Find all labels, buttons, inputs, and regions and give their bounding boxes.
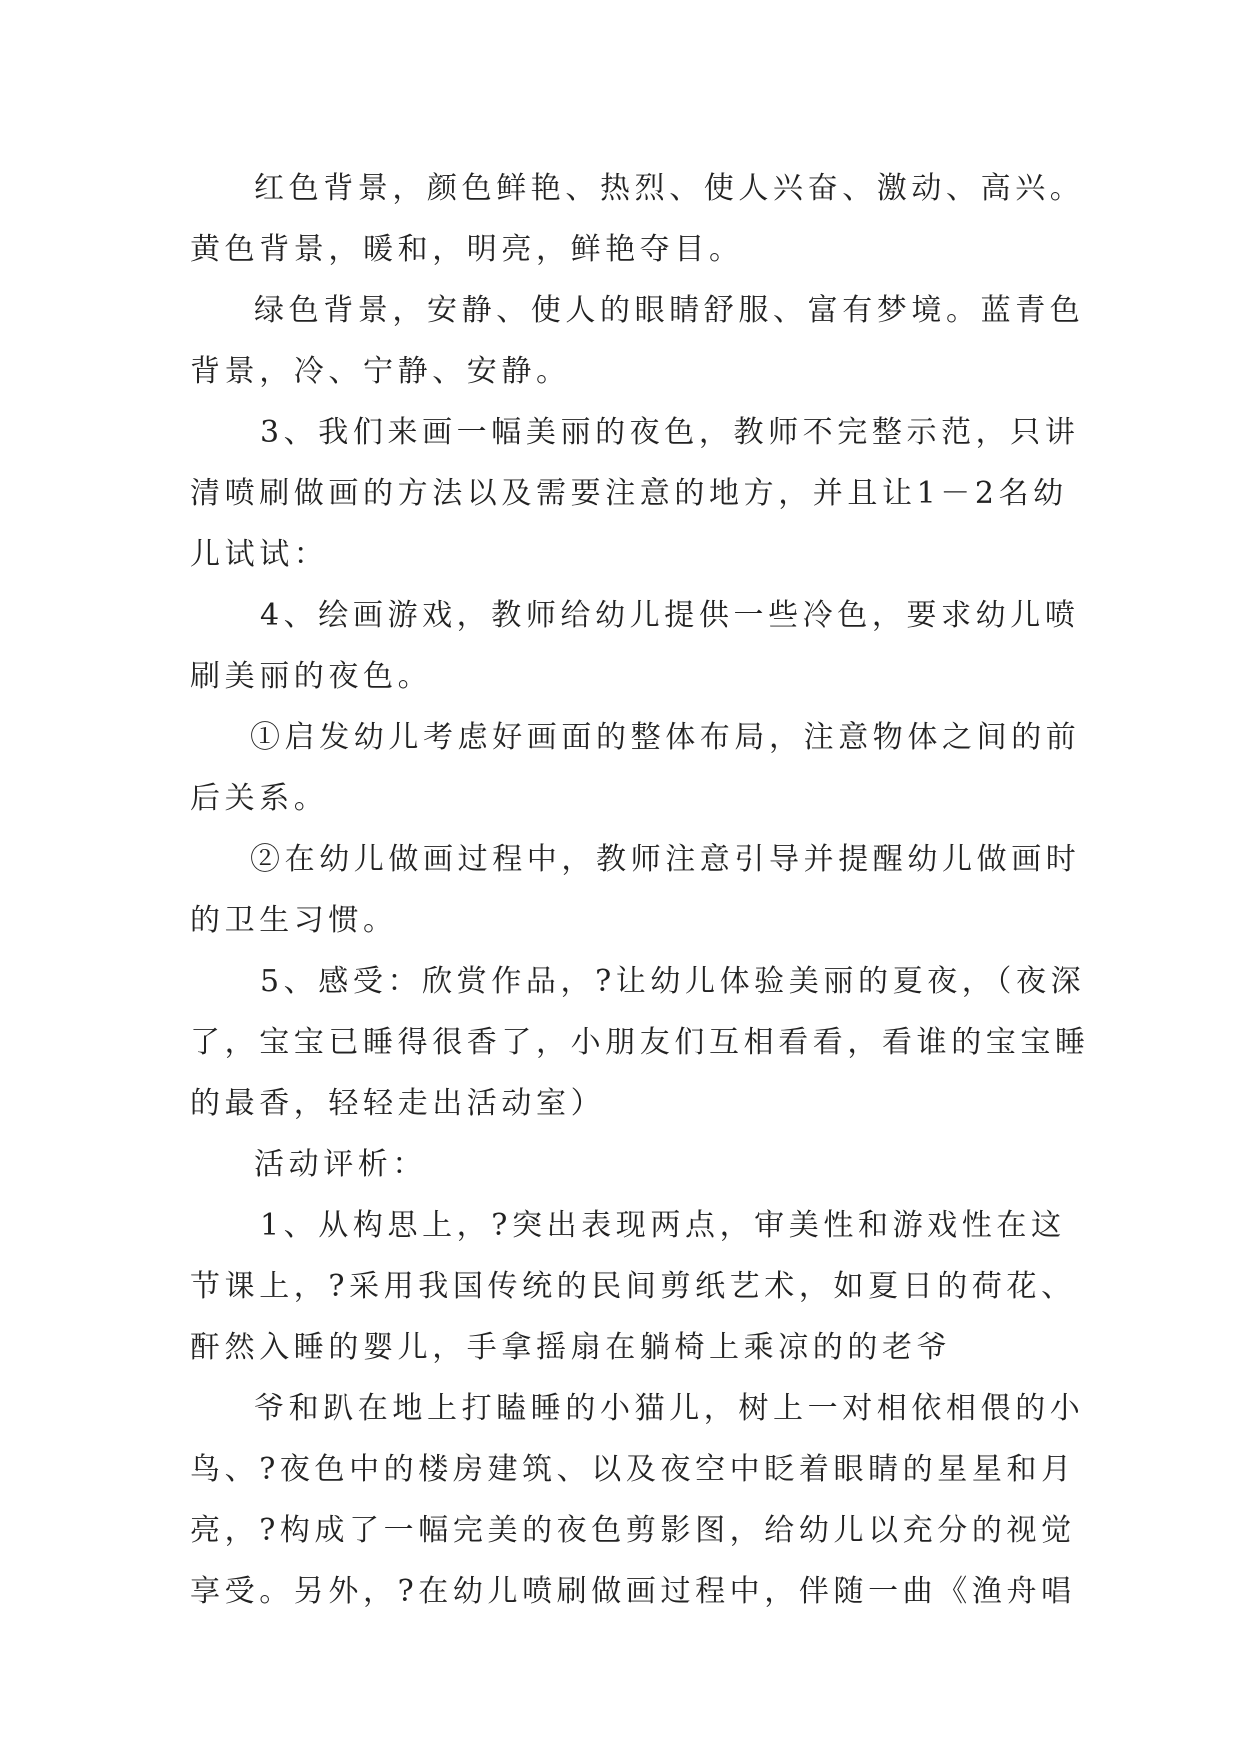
text-line: 5、感受：欣赏作品，?让幼儿体验美丽的夏夜，（夜深 <box>260 964 1086 999</box>
text-line: 的最香，轻轻走出活动室） <box>190 1086 606 1121</box>
text-line: 4、绘画游戏，教师给幼儿提供一些冷色，要求幼儿喷 <box>260 598 1080 633</box>
text-line: 儿试试： <box>190 537 329 572</box>
text-line: 清喷刷做画的方法以及需要注意的地方，并且让1－2名幼 <box>190 476 1068 511</box>
text-line: 享受。另外，?在幼儿喷刷做画过程中，伴随一曲《渔舟唱 <box>190 1574 1076 1609</box>
document-body <box>190 158 1090 1622</box>
text-line: 了，宝宝已睡得很香了，小朋友们互相看看，看谁的宝宝睡 <box>190 1025 1090 1060</box>
text-line: ①启发幼儿考虑好画面的整体布局，注意物体之间的前 <box>250 720 1081 755</box>
text-line: 节课上，?采用我国传统的民间剪纸艺术，如夏日的荷花、 <box>190 1269 1076 1304</box>
text-line: 后关系。 <box>190 781 329 816</box>
text-line: 黄色背景，暖和，明亮，鲜艳夺目。 <box>190 232 744 267</box>
text-line: 亮，?构成了一幅完美的夜色剪影图，给幼儿以充分的视觉 <box>190 1513 1076 1548</box>
text-line: 的卫生习惯。 <box>190 903 398 938</box>
text-line: ②在幼儿做画过程中，教师注意引导并提醒幼儿做画时 <box>250 842 1081 877</box>
text-line: 鸟、?夜色中的楼房建筑、以及夜空中眨着眼睛的星星和月 <box>190 1452 1076 1487</box>
text-line: 爷和趴在地上打瞌睡的小猫儿，树上一对相依相偎的小 <box>254 1391 1085 1426</box>
text-line: 3、我们来画一幅美丽的夜色，教师不完整示范，只讲 <box>260 415 1080 450</box>
text-line: 背景，冷、宁静、安静。 <box>190 354 571 389</box>
text-line: 红色背景，颜色鲜艳、热烈、使人兴奋、激动、高兴。 <box>254 171 1085 206</box>
section-heading: 活动评析： <box>254 1147 427 1182</box>
text-line: 绿色背景，安静、使人的眼睛舒服、富有梦境。蓝青色 <box>254 293 1085 328</box>
text-line: 酐然入睡的婴儿，手拿摇扇在躺椅上乘凉的的老爷 <box>190 1330 952 1365</box>
text-line: 刷美丽的夜色。 <box>190 659 433 694</box>
text-line: 1、从构思上，?突出表现两点，审美性和游戏性在这 <box>260 1208 1066 1243</box>
